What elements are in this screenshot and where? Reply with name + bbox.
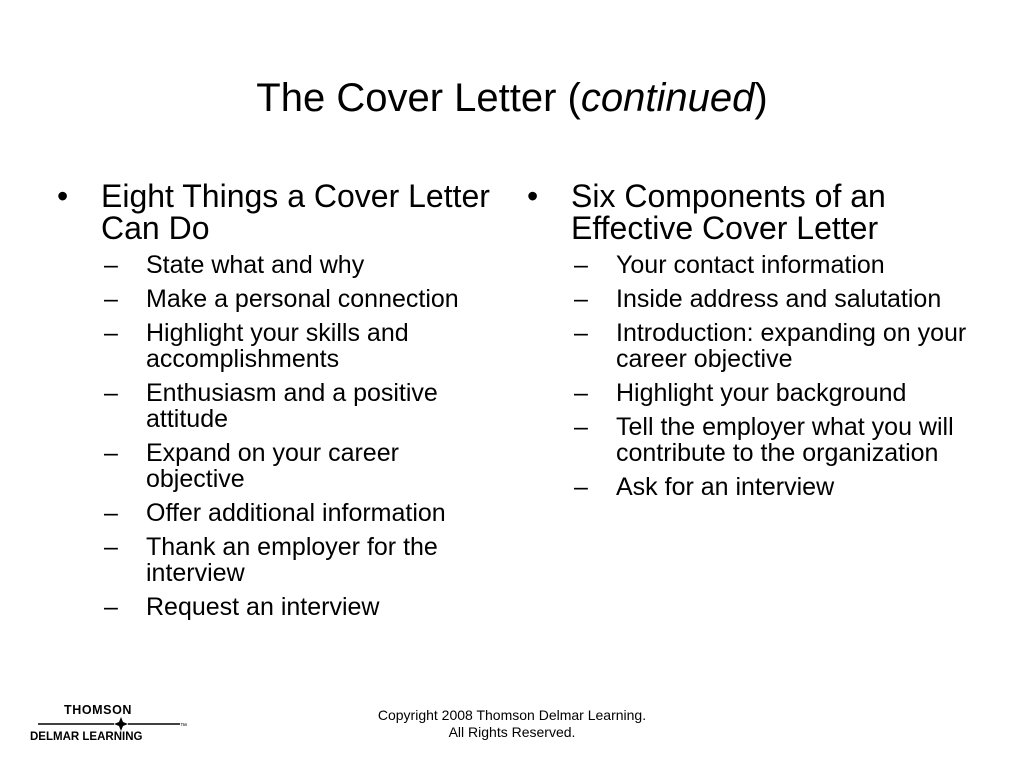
right-main-bullet (527, 180, 977, 244)
dash-icon: – (104, 533, 118, 561)
bullet-icon: • (527, 178, 539, 214)
dash-icon: – (104, 499, 118, 527)
right-heading: Six Components of an Effective Cover Letter (571, 178, 886, 246)
dash-icon: – (574, 251, 588, 279)
dash-icon: – (104, 439, 118, 467)
dash-icon: – (104, 319, 118, 347)
thomson-delmar-logo (30, 702, 190, 746)
copyright-notice (312, 707, 712, 741)
logo-top-text: THOMSON (63, 703, 133, 717)
dash-icon: – (104, 285, 118, 313)
list-item: – State what and why (104, 251, 365, 279)
title-italic-text: continued (580, 76, 755, 120)
list-item: – Thank an employer for the interview (104, 533, 438, 587)
right-sub-list (571, 252, 977, 500)
list-item: – Introduction: expanding on your career objective (574, 319, 967, 373)
slide-title (0, 74, 1024, 122)
copyright-line-2: All Rights Reserved. (448, 724, 576, 740)
list-item: – Make a personal connection (104, 285, 459, 313)
right-column (527, 180, 977, 508)
dash-icon: – (104, 251, 118, 279)
left-sub-list (101, 252, 497, 620)
list-item: – Expand on your career objective (104, 439, 399, 493)
dash-icon: – (574, 379, 588, 407)
dash-icon: – (574, 285, 588, 313)
copyright-line-1: Copyright 2008 Thomson Delmar Learning. (377, 707, 647, 723)
dash-icon: – (574, 473, 588, 501)
list-item: – Tell the employer what you will contribute to the organization (574, 413, 954, 467)
list-item: – Offer additional information (104, 499, 446, 527)
left-column (57, 180, 497, 628)
list-item: – Ask for an interview (574, 473, 835, 501)
left-main-bullet (57, 180, 497, 244)
dash-icon: – (104, 593, 118, 621)
list-item: – Enthusiasm and a positive attitude (104, 379, 438, 433)
list-item: – Highlight your skills and accomplishments (104, 319, 409, 373)
list-item: – Highlight your background (574, 379, 907, 407)
bullet-icon: • (57, 178, 69, 214)
logo-tm: ™ (180, 723, 187, 730)
list-item: – Your contact information (574, 251, 885, 279)
logo-star-icon (114, 717, 128, 731)
dash-icon: – (574, 319, 588, 347)
dash-icon: – (104, 379, 118, 407)
list-item: – Request an interview (104, 593, 380, 621)
title-close-paren: ) (754, 76, 768, 120)
title-text: The Cover Letter ( (256, 76, 581, 120)
left-heading: Eight Things a Cover Letter Can Do (101, 178, 490, 246)
list-item: – Inside address and salutation (574, 285, 942, 313)
dash-icon: – (574, 413, 588, 441)
logo-bottom-text: DELMAR LEARNING (30, 731, 143, 743)
